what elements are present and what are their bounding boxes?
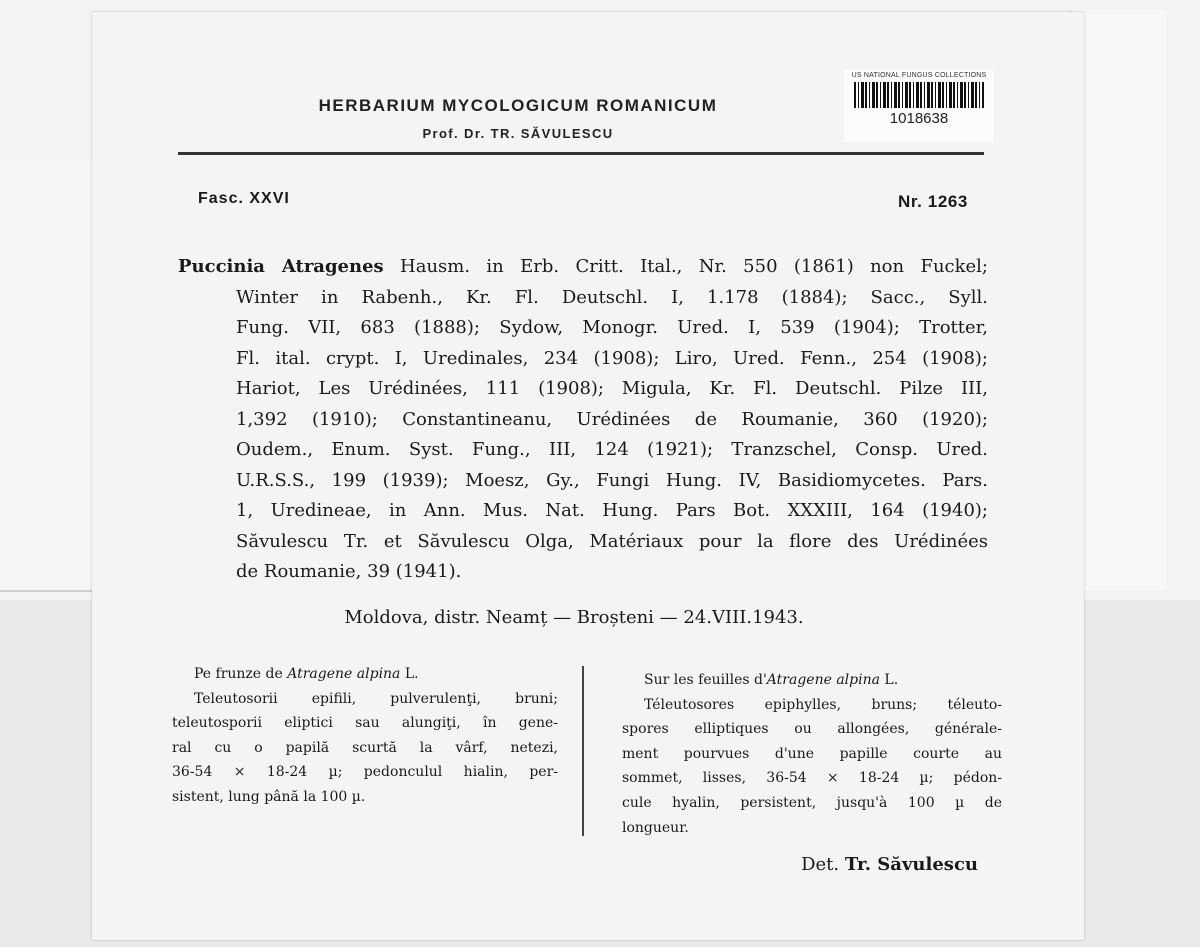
description-line: sommet, lisses, 36-54 × 18-24 µ; pédon- <box>622 770 1002 787</box>
description-romanian <box>172 662 558 810</box>
barcode-icon <box>854 82 984 108</box>
citation-line: Săvulescu Tr. et Săvulescu Olga, Matériaux pour la flore des Urédinées <box>236 530 988 552</box>
determiner-name: Tr. Săvulescu <box>844 854 978 875</box>
citation-line: 1,392 (1910); Constantineanu, Urédinées de Roumanie, 360 (1920); <box>236 408 988 430</box>
barcode-number: 1018638 <box>889 110 949 127</box>
description-line: Téleutosores epiphylles, bruns; téleuto- <box>644 696 1002 713</box>
host-prefix: Pe frunze de <box>194 666 288 682</box>
citation-line: 1, Uredineae, in Ann. Mus. Nat. Hung. Pars Bot. XXXIII, 164 (1940); <box>236 500 988 521</box>
host-author: L. <box>879 672 899 688</box>
description-line: ral cu o papilă scurtă la vârf, netezi, <box>172 739 558 756</box>
determiner-prefix: Det. <box>801 854 845 875</box>
citation-line: Oudem., Enum. Syst. Fung., III, 124 (1921); Tranzschel, Consp. Ured. <box>236 439 988 460</box>
species-name: Puccinia Atragenes <box>178 256 384 277</box>
description-line: spores elliptiques ou allongées, générale- <box>622 721 1002 738</box>
host-name: Atragene alpina <box>287 666 401 682</box>
citation-line: Fl. ital. crypt. I, Uredinales, 234 (1908); Liro, Ured. Fenn., 254 (1908); <box>236 347 988 369</box>
column-divider <box>582 666 584 836</box>
background-sheet-right <box>1070 10 1166 590</box>
description-line: ment pourvues d'une papille courte au <box>622 745 1002 762</box>
host-author: L. <box>400 666 419 682</box>
specimen-number: Nr. 1263 <box>897 192 968 211</box>
determiner <box>801 854 978 875</box>
collection-locality: Moldova, distr. Neamț — Broșteni — 24.VIII.1943. <box>344 607 804 628</box>
citation-line: Fung. VII, 683 (1888); Sydow, Monogr. Ured. I, 539 (1904); Trotter, <box>236 317 988 338</box>
fascicle-number: Fasc. XXVI <box>198 190 290 207</box>
citation-line: Hariot, Les Urédinées, 111 (1908); Migula, Kr. Fl. Deutschl. Pilze III, <box>236 378 988 399</box>
description-line: cule hyalin, persistent, jusqu'à 100 µ de <box>622 794 1002 811</box>
background-sheet-edge <box>0 160 100 592</box>
herbarium-director: Prof. Dr. TR. SĂVULESCU <box>422 126 614 141</box>
description-line: 36-54 × 18-24 µ; pedonculul hialin, per- <box>172 764 558 781</box>
description-line: Teleutosorii epifili, pulverulenţi, bruni; <box>194 690 558 707</box>
barcode-caption: US NATIONAL FUNGUS COLLECTIONS <box>851 72 987 79</box>
citation-line: de Roumanie, 39 (1941). <box>236 561 462 582</box>
description-french <box>622 668 1002 840</box>
taxonomic-citation <box>178 252 988 588</box>
citation-line: U.R.S.S., 199 (1939); Moesz, Gy., Fungi Hung. IV, Basidiomycetes. Pars. <box>236 469 988 491</box>
description-line: longueur. <box>622 819 689 836</box>
description-line: teleutosporii eliptici sau alungiţi, în gene- <box>172 715 558 732</box>
host-prefix: Sur les feuilles d' <box>644 672 767 688</box>
citation-line: Hausm. in Erb. Critt. Ital., Nr. 550 (1861) non Fuckel; <box>383 256 988 277</box>
header-rule <box>178 152 984 155</box>
barcode-label <box>844 70 994 142</box>
herbarium-label <box>92 12 1084 940</box>
herbarium-title: HERBARIUM MYCOLOGICUM ROMANICUM <box>318 96 718 115</box>
citation-line: Winter in Rabenh., Kr. Fl. Deutschl. I, 1.178 (1884); Sacc., Syll. <box>236 286 988 308</box>
description-line: sistent, lung până la 100 µ. <box>172 788 366 805</box>
host-name: Atragene alpina <box>766 672 880 688</box>
